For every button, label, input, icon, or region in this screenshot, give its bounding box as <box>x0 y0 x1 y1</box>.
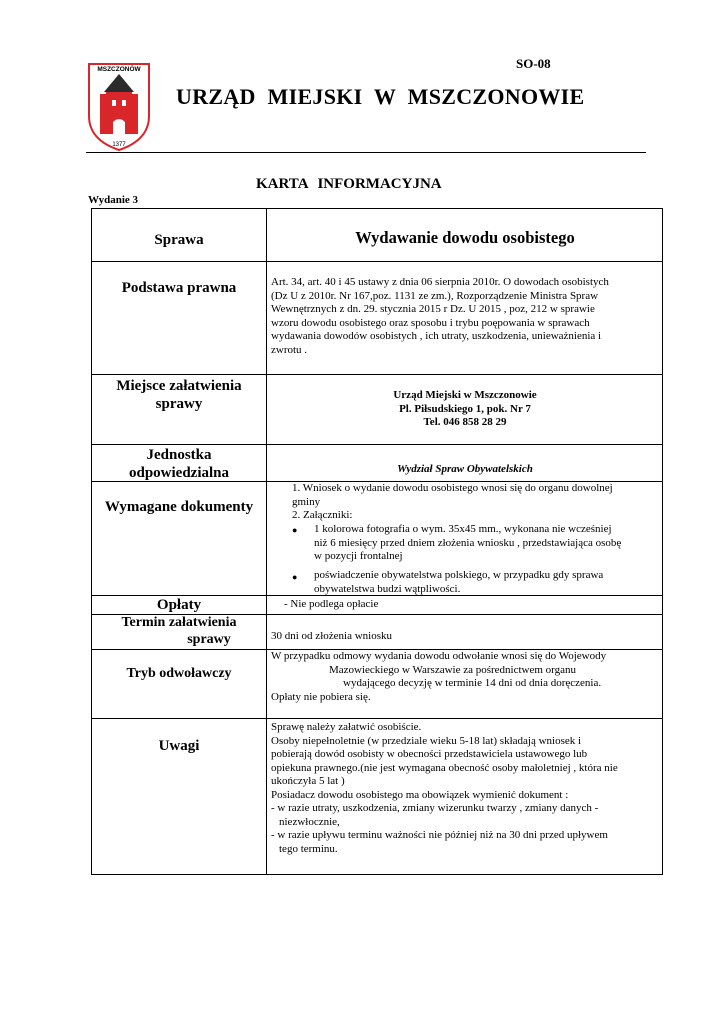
bullet1-line: niż 6 miesięcy przed dniem złożenia wniosku , przedstawiająca osobę <box>314 536 622 549</box>
document-code: SO-08 <box>516 56 551 71</box>
value-tryb-odwolawczy <box>271 650 659 704</box>
podstawa-line: wydawania dowodów osobistych , ich utraty, uszkodzenia, unieważnienia i <box>271 330 602 342</box>
tryb-line: W przypadku odmowy wydania dowodu odwołanie wnosi się do Wojewody <box>271 650 607 662</box>
tryb-line: Mazowieckiego w Warszawie za pośrednictwem organu <box>329 663 577 676</box>
miejsce-office: Urząd Miejski w Mszczonowie <box>393 389 537 401</box>
uwagi-line: - w razie utraty, uszkodzenia, zmiany wizerunku twarzy , zmiany danych - <box>271 802 599 814</box>
label-podstawa-prawna: Podstawa prawna <box>121 280 237 296</box>
label-termin <box>92 614 266 648</box>
svg-text:MSZCZONÓW: MSZCZONÓW <box>97 66 141 73</box>
uwagi-line: Posiadacz dowodu osobistego ma obowiązek wymienić dokument : <box>271 788 569 801</box>
miejsce-phone: Tel. 046 858 28 29 <box>423 416 507 428</box>
edition-label: Wydanie 3 <box>88 194 139 206</box>
header-divider <box>86 152 646 153</box>
info-table <box>91 208 663 875</box>
value-podstawa-prawna <box>271 276 659 357</box>
label-jednostka <box>92 446 266 482</box>
uwagi-line: niezwłocznie, <box>279 815 340 828</box>
label-termin-line1: Termin załatwienia <box>121 615 237 630</box>
label-jednostka-line1: Jednostka <box>146 447 212 463</box>
uwagi-line: Sprawę należy załatwić osobiście. <box>271 721 422 733</box>
value-oplaty: - Nie podlega opłacie <box>284 598 379 610</box>
bullet1-line: w pozycji frontalnej <box>314 550 403 562</box>
uwagi-line: - w razie upływu terminu ważności nie później niż na 30 dni przed upływem <box>271 829 608 841</box>
row-divider <box>92 374 662 375</box>
dokumenty-item1-line: gminy <box>292 495 321 508</box>
value-sprawa: Wydawanie dowodu osobistego <box>355 228 575 247</box>
dokumenty-item1 <box>292 482 660 523</box>
label-miejsce <box>92 377 266 413</box>
uwagi-line: opiekuna prawnego.(nie jest wymagana obecność osoby małoletniej , która nie <box>271 761 618 774</box>
bullet2-line: poświadczenie obywatelstwa polskiego, w przypadku gdy sprawa <box>314 569 604 581</box>
svg-text:1377: 1377 <box>112 142 126 148</box>
value-jednostka: Wydział Spraw Obywatelskich <box>397 463 533 475</box>
label-uwagi: Uwagi <box>158 738 200 754</box>
label-tryb-odwolawczy: Tryb odwoławczy <box>126 666 232 681</box>
uwagi-line: Osoby niepełnoletnie (w przedziale wieku 5-18 lat) składają wniosek i <box>271 734 582 747</box>
value-uwagi <box>271 721 659 856</box>
value-termin: 30 dni od złożenia wniosku <box>271 630 392 642</box>
podstawa-line: Wewnętrznych z dn. 29. stycznia 2015 r Dz. U 2015 , poz, 212 w sprawie <box>271 303 595 315</box>
dokumenty-bullet2 <box>314 569 659 596</box>
dokumenty-item2: 2. Załączniki: <box>292 509 353 521</box>
label-termin-line2: sprawy <box>187 632 231 647</box>
bullet2-line: obywatelstwa budzi wątpliwości. <box>314 582 461 595</box>
tryb-line: wydającego decyzję w terminie 14 dni od dnia doręczenia. <box>343 677 602 689</box>
podstawa-line: zwrotu . <box>271 343 308 356</box>
label-sprawa: Sprawa <box>154 232 204 248</box>
label-jednostka-line2: odpowiedzialna <box>128 465 230 481</box>
label-oplaty: Opłaty <box>156 597 202 613</box>
document-heading: KARTA INFORMACYJNA <box>256 176 442 192</box>
row-divider <box>92 444 662 445</box>
city-crest-logo <box>86 60 152 152</box>
label-wymagane-dokumenty: Wymagane dokumenty <box>104 499 254 515</box>
uwagi-line: tego terminu. <box>279 842 338 855</box>
uwagi-line: ukończyła 5 lat ) <box>271 775 345 787</box>
tryb-line: Opłaty nie pobiera się. <box>271 690 371 703</box>
row-divider <box>92 261 662 262</box>
uwagi-line: pobierają dowód osobisty w obecności przedstawiciela ustawowego lub <box>271 748 588 760</box>
bullet-icon: ● <box>292 525 298 535</box>
row-divider <box>92 718 662 719</box>
column-divider <box>266 209 267 874</box>
dokumenty-bullet1 <box>314 523 659 564</box>
bullet1-line: 1 kolorowa fotografia o wym. 35x45 mm., wykonana nie wcześniej <box>314 523 612 535</box>
podstawa-line: (Dz U z 2010r. Nr 167,poz. 1131 ze zm.), Rozporządzenie Ministra Spraw <box>271 289 599 302</box>
podstawa-line: Art. 34, art. 40 i 45 ustawy z dnia 06 sierpnia 2010r. O dowodach osobistych <box>271 276 609 288</box>
value-miejsce <box>271 389 659 430</box>
bullet-icon: ● <box>292 572 298 582</box>
miejsce-address: Pl. Piłsudskiego 1, pok. Nr 7 <box>399 402 531 415</box>
label-miejsce-line2: sprawy <box>155 396 203 412</box>
office-title: URZĄD MIEJSKI W MSZCZONOWIE <box>176 84 585 109</box>
label-miejsce-line1: Miejsce załatwienia <box>116 378 242 394</box>
podstawa-line: wzoru dowodu osobistego oraz sposobu i trybu poępowania w sprawach <box>271 316 590 329</box>
dokumenty-item1-line: 1. Wniosek o wydanie dowodu osobistego wnosi się do organu dowolnej <box>292 482 613 494</box>
